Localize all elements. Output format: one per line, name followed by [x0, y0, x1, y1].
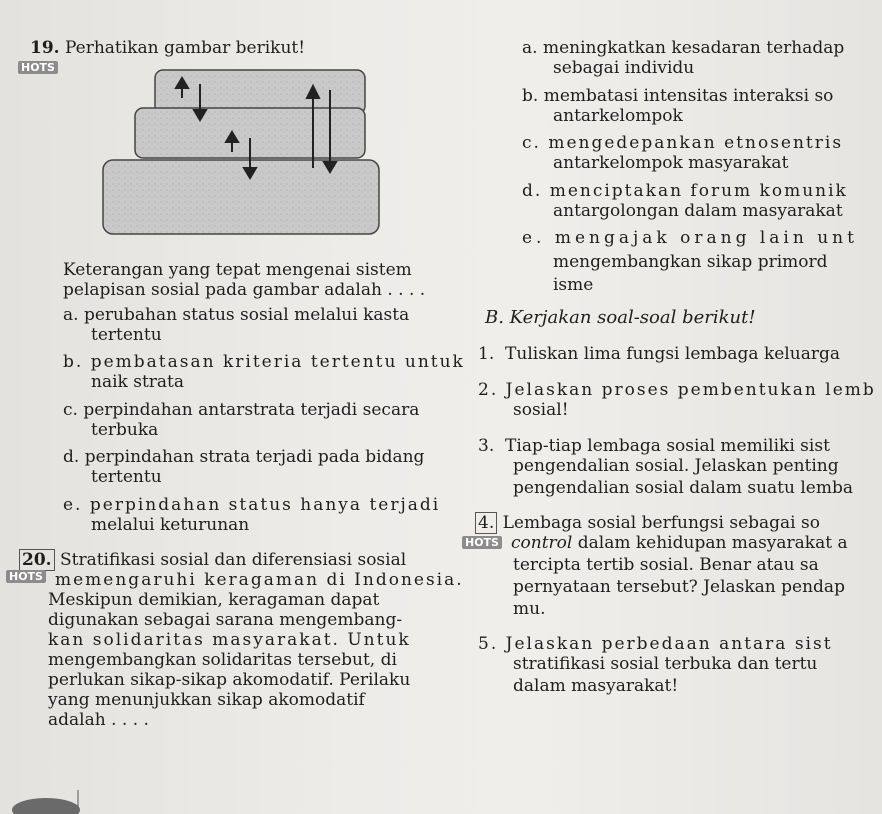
q19-number: 19. [30, 38, 60, 58]
q20-line1 [19, 550, 406, 570]
section-b-heading: B. Kerjakan soal-soal berikut! [485, 307, 756, 328]
q20-number: 20. [19, 549, 55, 571]
q19-option-c[interactable] [63, 400, 419, 420]
option-text: pembatasan kriteria tertentu untuk [90, 352, 465, 372]
q19-option-c-cont: terbuka [91, 420, 159, 440]
b-item-1 [478, 344, 840, 364]
option-text: perpindahan strata terjadi pada bidang [84, 447, 425, 467]
option-text: perubahan status sosial melalui kasta [83, 305, 410, 325]
q19-option-d-cont: tertentu [91, 467, 162, 487]
stratification-figure [100, 68, 385, 238]
q19-prompt: Perhatikan gambar berikut! [64, 38, 306, 58]
q19-question-line1: Keterangan yang tepat mengenai sistem [63, 260, 412, 280]
item-text: Lembaga sosial berfungsi sebagai so [502, 513, 820, 533]
option-text: membatasi intensitas interaksi so [543, 86, 834, 106]
q20-option-d[interactable] [522, 181, 848, 201]
q20-option-b[interactable] [522, 86, 833, 106]
q20-text-line2: memengaruhi keragaman di Indonesia. [55, 570, 464, 590]
q20-text-line7: perlukan sikap-sikap akomodatif. Perilaku [48, 670, 411, 690]
b-item-4-cont3: pernyataan tersebut? Jelaskan pendap [513, 577, 845, 597]
item-number: 1. [478, 344, 495, 364]
q20-text-line3: Meskipun demikian, keragaman dapat [48, 590, 380, 610]
q20-text-line5: kan solidaritas masyarakat. Untuk [48, 630, 411, 650]
item-text: Jelaskan perbedaan antara sist [505, 634, 833, 654]
option-text: perpindahan status hanya terjadi [89, 495, 441, 515]
q20-hots-badge: HOTS [6, 570, 46, 583]
b-item-4-cont1 [511, 533, 848, 553]
q19-option-a[interactable] [63, 305, 409, 325]
option-letter: b. [63, 352, 84, 372]
item-text: Tiap-tiap lembaga sosial memiliki sist [505, 436, 830, 456]
b-item-2-cont: sosial! [513, 400, 569, 420]
q20-option-a-cont: sebagai individu [553, 58, 695, 78]
q20-text-line8: yang menunjukkan sikap akomodatif [48, 690, 365, 710]
option-text: mengajak orang lain unt [554, 228, 858, 248]
q20-option-e-cont: mengembangkan sikap primord [553, 252, 828, 272]
option-text: menciptakan forum komunik [549, 181, 848, 201]
q19-header [30, 38, 305, 58]
b-item-4-hots-badge: HOTS [462, 536, 502, 549]
q19-question-line2: pelapisan sosial pada gambar adalah . . . . [63, 280, 426, 300]
q20-option-a[interactable] [522, 38, 844, 58]
option-letter: a. [63, 305, 79, 325]
b-item-3-cont2: pengendalian sosial dalam suatu lemba [513, 478, 853, 498]
q20-text-line6: mengembangkan solidaritas tersebut, di [48, 650, 397, 670]
item-number: 4. [475, 512, 497, 534]
item-text: Jelaskan proses pembentukan lemb [505, 380, 876, 400]
q20-option-c-cont: antarkelompok masyarakat [553, 153, 789, 173]
b-item-5 [478, 634, 833, 654]
q20-option-c[interactable] [522, 133, 843, 153]
option-text: mengedepankan etnosentris [548, 133, 844, 153]
option-letter: d. [63, 447, 80, 467]
b-item-3-cont1: pengendalian sosial. Jelaskan penting [513, 456, 839, 476]
item-text: dalam kehidupan masyarakat a [572, 533, 848, 553]
q19-hots-badge: HOTS [18, 61, 58, 74]
option-letter: a. [522, 38, 538, 58]
option-letter: e. [63, 495, 83, 515]
item-number: 5. [478, 634, 499, 654]
q20-text-line9: adalah . . . . [48, 710, 149, 730]
b-item-2 [478, 380, 876, 400]
item-text: Tuliskan lima fungsi lembaga keluarga [505, 344, 840, 364]
b-item-4-cont4: mu. [513, 599, 546, 619]
b-item-5-cont2: dalam masyarakat! [513, 676, 679, 696]
q19-option-e-cont: melalui keturunan [91, 515, 250, 535]
b-item-4-cont2: tercipta tertib sosial. Benar atau sa [513, 555, 819, 575]
b-item-4 [475, 513, 820, 533]
item-number: 3. [478, 436, 495, 456]
q19-option-e[interactable] [63, 495, 440, 515]
q19-option-b-cont: naik strata [91, 372, 185, 392]
option-letter: c. [63, 400, 78, 420]
q20-text-line4: digunakan sebagai sarana mengembang- [48, 610, 403, 630]
bottom-stratum [103, 160, 379, 234]
q20-text-line1: Stratifikasi sosial dan diferensiasi sosial [59, 550, 407, 570]
control-term: control [511, 533, 573, 553]
q20-option-b-cont: antarkelompok [553, 106, 683, 126]
q20-option-e-cont2: isme [553, 275, 594, 295]
option-letter: c. [522, 133, 541, 153]
option-letter: d. [522, 181, 543, 201]
item-number: 2. [478, 380, 499, 400]
b-item-3 [478, 436, 830, 456]
option-letter: e. [522, 228, 546, 248]
q20-option-e[interactable] [522, 228, 858, 248]
option-letter: b. [522, 86, 539, 106]
option-text: perpindahan antarstrata terjadi secara [83, 400, 420, 420]
q19-option-a-cont: tertentu [91, 325, 162, 345]
option-text: meningkatkan kesadaran terhadap [542, 38, 845, 58]
b-item-5-cont1: stratifikasi sosial terbuka dan tertu [513, 654, 818, 674]
q19-option-b[interactable] [63, 352, 465, 372]
q19-option-d[interactable] [63, 447, 424, 467]
q20-option-d-cont: antargolongan dalam masyarakat [553, 201, 843, 221]
page-corner-decoration [6, 790, 86, 814]
